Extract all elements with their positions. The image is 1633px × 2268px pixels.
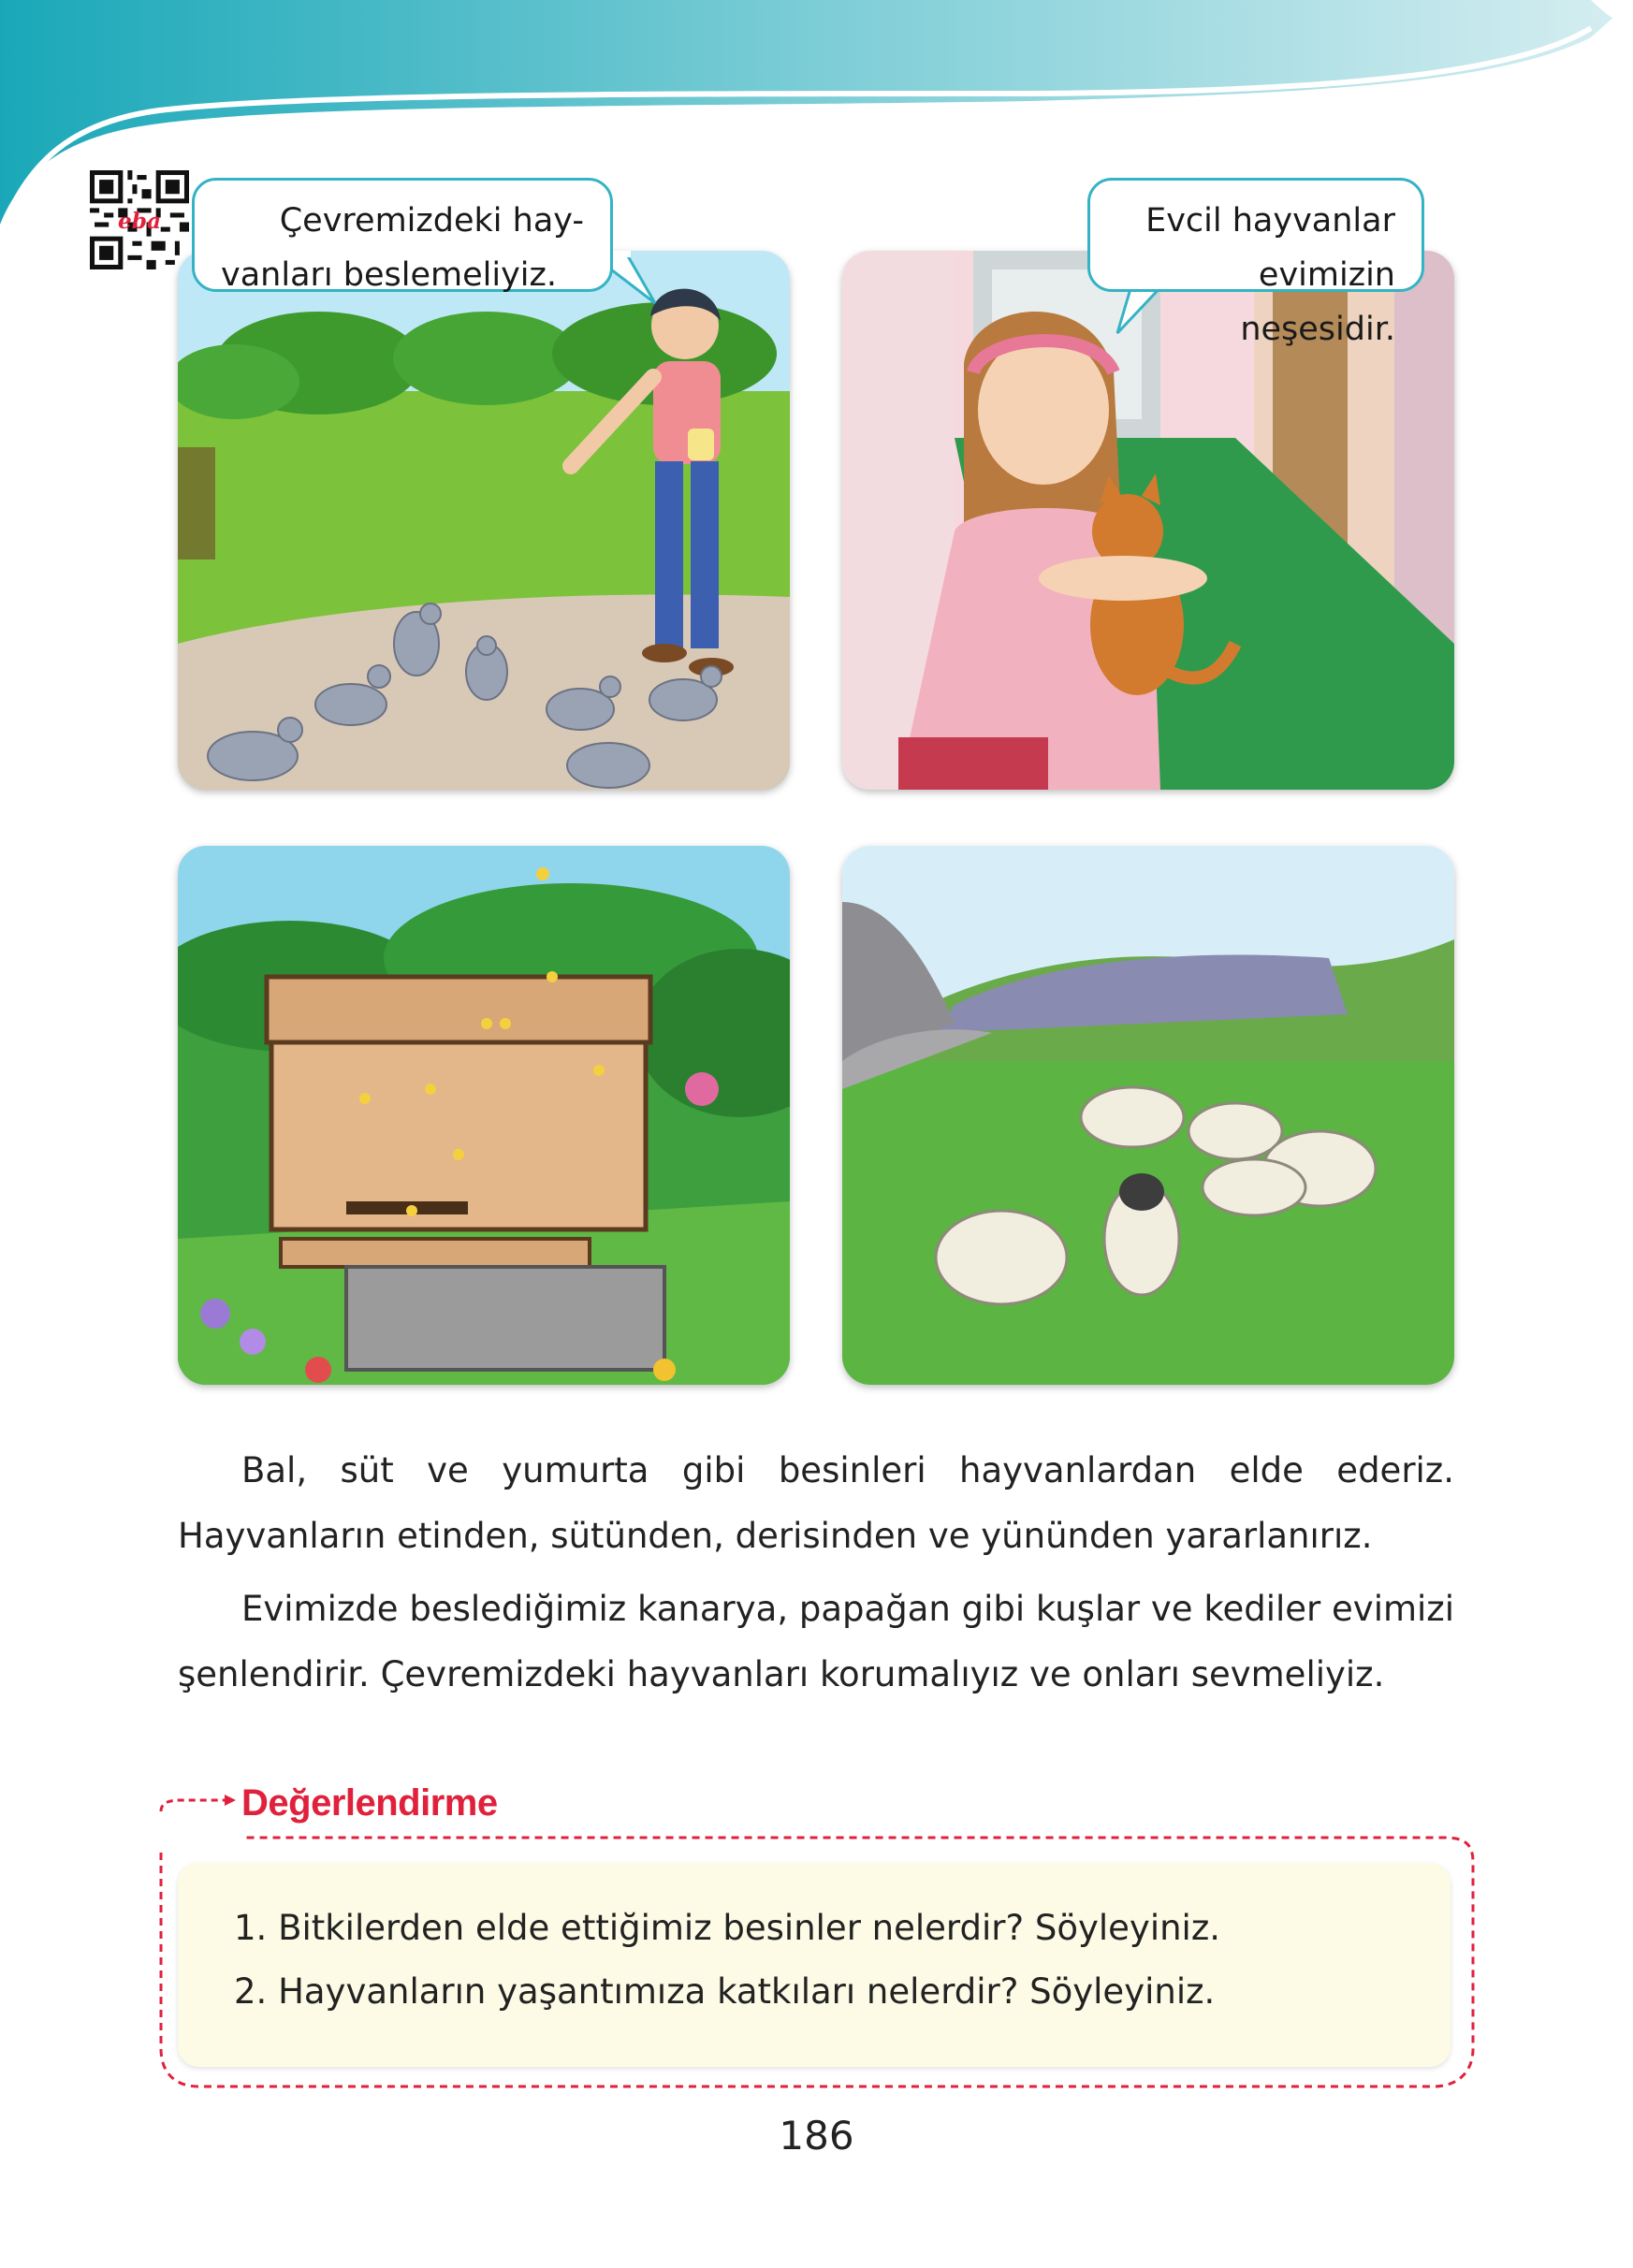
arrow-icon [152, 1793, 238, 1813]
bubble-line: Evcil hayvanlar [1145, 202, 1395, 240]
bubble-line: vanları beslemeliyiz. [221, 256, 558, 294]
paragraph-pets: Evimizde beslediğimiz kanarya, papağan gibi kuşlar ve kediler evimizi şenlendirir. Çevremizdeki hayvanları korumalıyız ve onları sevmeliyiz. [178, 1589, 1454, 1694]
evaluation-question: 1. Bitkilerden elde ettiğimiz besinler nelerdir? Söyleyiniz. [234, 1908, 1221, 1948]
evaluation-questions-box [178, 1863, 1451, 2067]
bubble-line: Çevremizdeki hay- [279, 202, 584, 240]
speech-bubble-girl [1087, 178, 1424, 348]
evaluation-question: 2. Hayvanların yaşantımıza katkıları nelerdir? Söyleyiniz. [234, 1971, 1216, 2012]
illustration-sheep-in-meadow [842, 846, 1454, 1385]
eba-logo: eba [117, 209, 162, 235]
illustration-beehive [178, 846, 790, 1385]
page-number: 186 [779, 2113, 854, 2159]
speech-bubble-boy [192, 178, 613, 292]
illustration-boy-feeding-pigeons [178, 251, 790, 790]
paragraph-animal-products: Bal, süt ve yumurta gibi besinleri hayvanlardan elde ederiz. Hayvanların etinden, sütünden, derisinden ve yününden yararlanırız. [178, 1450, 1454, 1556]
qr-code[interactable] [90, 170, 189, 269]
bubble-line: evimizin neşesidir. [1240, 256, 1395, 348]
evaluation-title: Değerlendirme [241, 1782, 498, 1824]
